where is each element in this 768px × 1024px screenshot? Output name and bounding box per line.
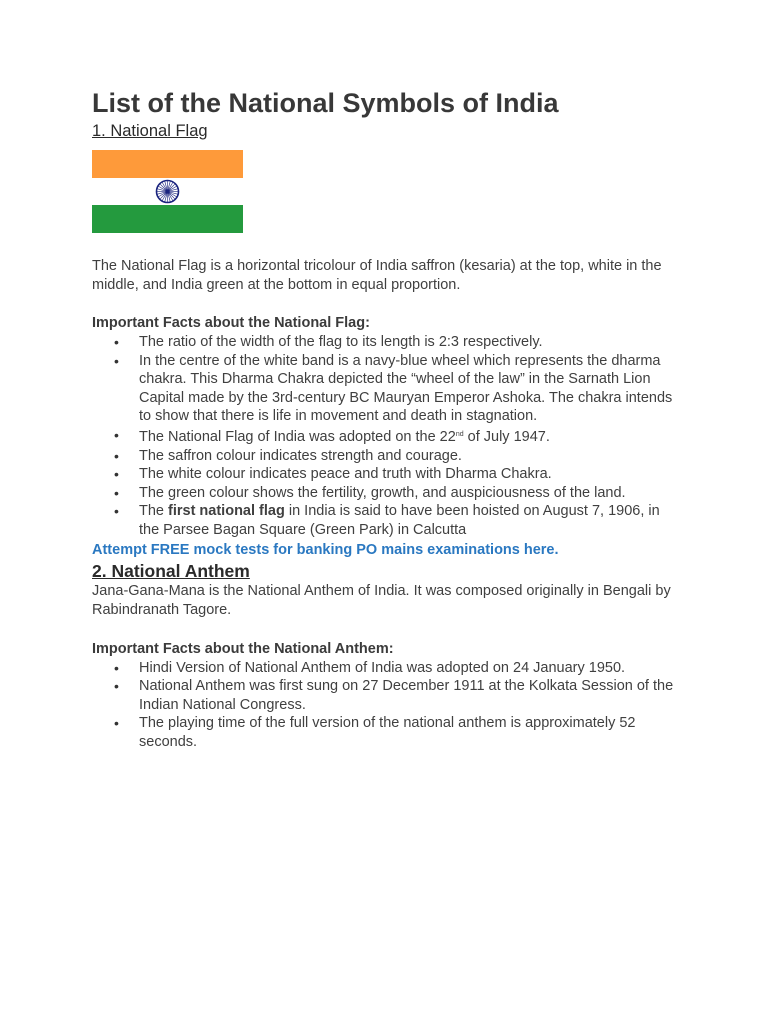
flag-section-heading: 1. National Flag: [92, 122, 208, 140]
flag-green-band: [92, 205, 243, 233]
indian-flag-image: [92, 150, 243, 233]
list-item: • The first national flag in India is said to have been hoisted on August 7, 1906, in the Parsee Bagan Square (Green Park) in Calcutta: [92, 502, 674, 539]
list-item: • The white colour indicates peace and truth with Dharma Chakra.: [92, 465, 674, 484]
ashoka-chakra-icon: [153, 179, 182, 204]
list-item: • The saffron colour indicates strength and courage.: [92, 447, 674, 466]
list-item: • Hindi Version of National Anthem of India was adopted on 24 January 1950.: [92, 659, 674, 678]
anthem-section-heading: 2. National Anthem: [92, 560, 250, 581]
list-item: • In the centre of the white band is a navy-blue wheel which represents the dharma chakra. This Dharma Chakra depicted the “wheel of the law” in the Sarnath Lion Capital made by the 3rd-century BC Mauryan Emperor Ashoka. The chakra intends to show that there is life in movement and death in stagnation.: [92, 352, 674, 426]
flag-description: The National Flag is a horizontal tricolour of India saffron (kesaria) at the top, white in the middle, and India green at the bottom in equal proportion.: [92, 258, 662, 293]
flag-facts-list: [92, 333, 692, 540]
list-item: • National Anthem was first sung on 27 December 1911 at the Kolkata Session of the Indian National Congress.: [92, 677, 674, 714]
list-item: • The ratio of the width of the flag to its length is 2:3 respectively.: [92, 333, 674, 352]
mock-test-link[interactable]: Attempt FREE mock tests for banking PO mains examinations here.: [92, 541, 559, 558]
flag-saffron-band: [92, 150, 243, 178]
anthem-description: Jana-Gana-Mana is the National Anthem of India. It was composed originally in Bengali by Rabindranath Tagore.: [92, 582, 671, 618]
page-title: List of the National Symbols of India: [92, 88, 559, 118]
list-item: • The National Flag of India was adopted on the 22nd of July 1947.: [92, 426, 674, 447]
anthem-facts-list: [92, 659, 692, 752]
list-item: • The green colour shows the fertility, growth, and auspiciousness of the land.: [92, 484, 674, 503]
document-page: [92, 86, 692, 752]
list-item: • The playing time of the full version of the national anthem is approximately 52 seconds.: [92, 714, 674, 751]
flag-facts-heading: Important Facts about the National Flag:: [92, 315, 370, 331]
anthem-facts-heading: Important Facts about the National Anthem:: [92, 640, 394, 657]
